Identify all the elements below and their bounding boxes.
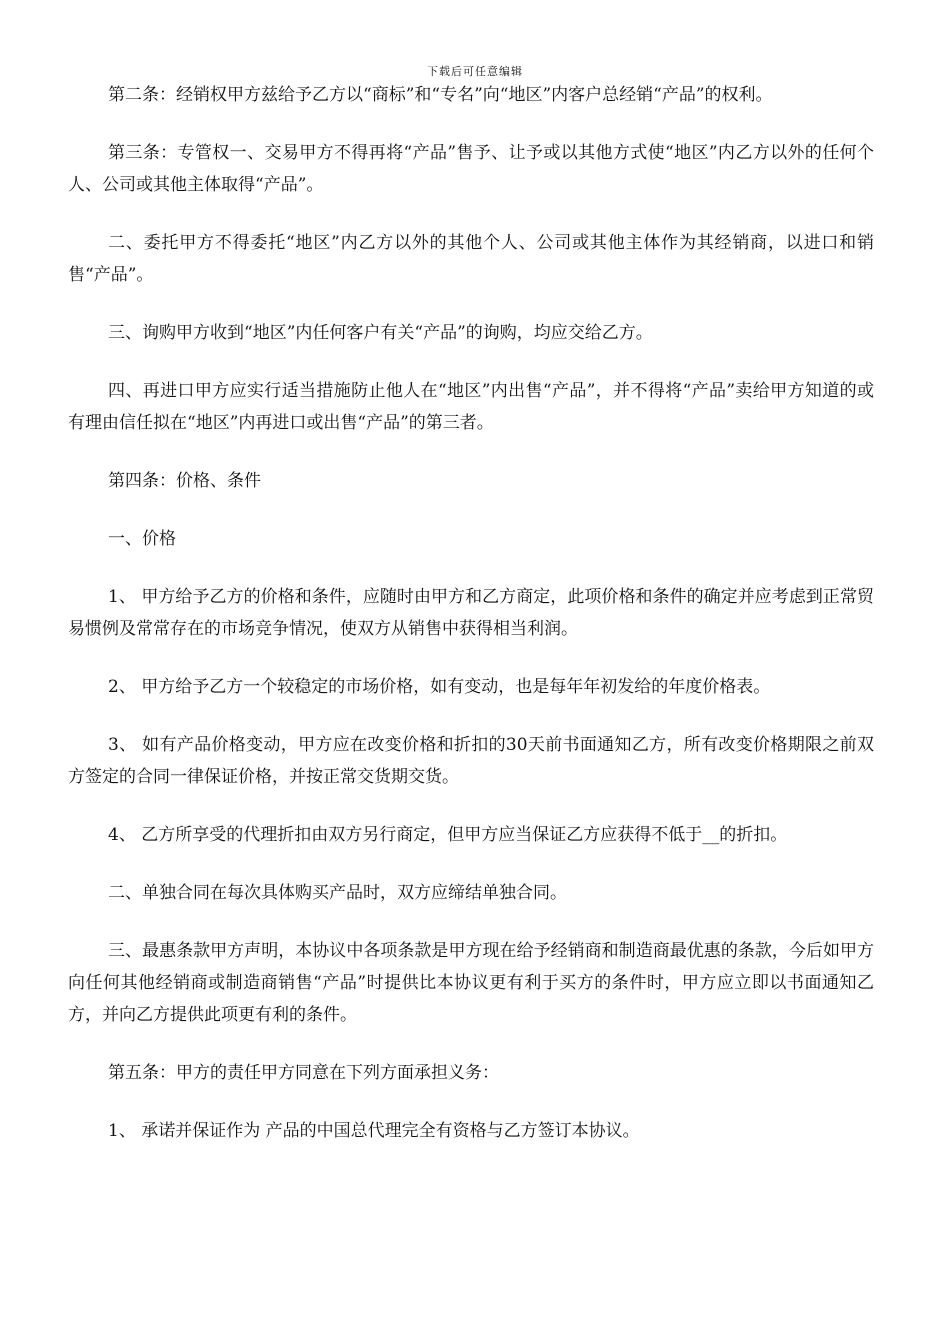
clause-2-distribution-right: 第二条：经销权甲方兹给予乙方以“商标”和“专名”向“地区”内客户总经销“产品”的权利。 bbox=[108, 85, 773, 105]
clause-4-price-item-4: 4、 乙方所享受的代理折扣由双方另行商定，但甲方应当保证乙方应获得不低于__的折扣。 bbox=[108, 825, 788, 845]
clause-4-price-heading: 一、价格 bbox=[108, 529, 176, 549]
clause-5-heading: 第五条：甲方的责任甲方同意在下列方面承担义务： bbox=[108, 1063, 499, 1083]
clause-4-price-item-1: 1、 甲方给予乙方的价格和条件，应随时由甲方和乙方商定，此项价格和条件的确定并应考虑到正常贸易惯例及常常存在的市场竞争情况，使双方从销售中获得相当利润。 bbox=[68, 587, 874, 639]
clause-3-exclusive-transaction: 第三条：专管权一、交易甲方不得再将“产品”售予、让予或以其他方式使“地区”内乙方以外的任何个人、公司或其他主体取得“产品”。 bbox=[68, 143, 874, 195]
clause-4-most-favored: 三、最惠条款甲方声明，本协议中各项条款是甲方现在给予经销商和制造商最优惠的条款，今后如甲方向任何其他经销商或制造商销售“产品”时提供比本协议更有利于买方的条件时，甲方应立即以书面通知乙方，并向乙方提供此项更有利的条件。 bbox=[68, 941, 874, 1025]
document-body bbox=[68, 79, 874, 1173]
clause-3-inquiry: 三、询购甲方收到“地区”内任何客户有关“产品”的询购，均应交给乙方。 bbox=[108, 323, 653, 343]
clause-4-price-item-2: 2、 甲方给予乙方一个较稳定的市场价格，如有变动，也是每年年初发给的年度价格表。 bbox=[108, 677, 771, 697]
clause-3-reimport: 四、再进口甲方应实行适当措施防止他人在“地区”内出售“产品”，并不得将“产品”卖给甲方知道的或有理由信任拟在“地区”内再进口或出售“产品”的第三者。 bbox=[68, 381, 874, 433]
clause-4-heading: 第四条：价格、条件 bbox=[108, 471, 261, 491]
clause-3-entrustment: 二、委托甲方不得委托“地区”内乙方以外的其他个人、公司或其他主体作为其经销商，以进口和销售“产品”。 bbox=[68, 233, 874, 285]
clause-4-price-item-3: 3、 如有产品价格变动，甲方应在改变价格和折扣的30天前书面通知乙方，所有改变价格期限之前双方签定的合同一律保证价格，并按正常交货期交货。 bbox=[68, 735, 874, 787]
clause-4-separate-contract: 二、单独合同在每次具体购买产品时，双方应缔结单独合同。 bbox=[108, 883, 567, 903]
header-note: 下载后可任意编辑 bbox=[427, 65, 523, 78]
clause-5-item-1: 1、 承诺并保证作为 产品的中国总代理完全有资格与乙方签订本协议。 bbox=[108, 1121, 640, 1141]
